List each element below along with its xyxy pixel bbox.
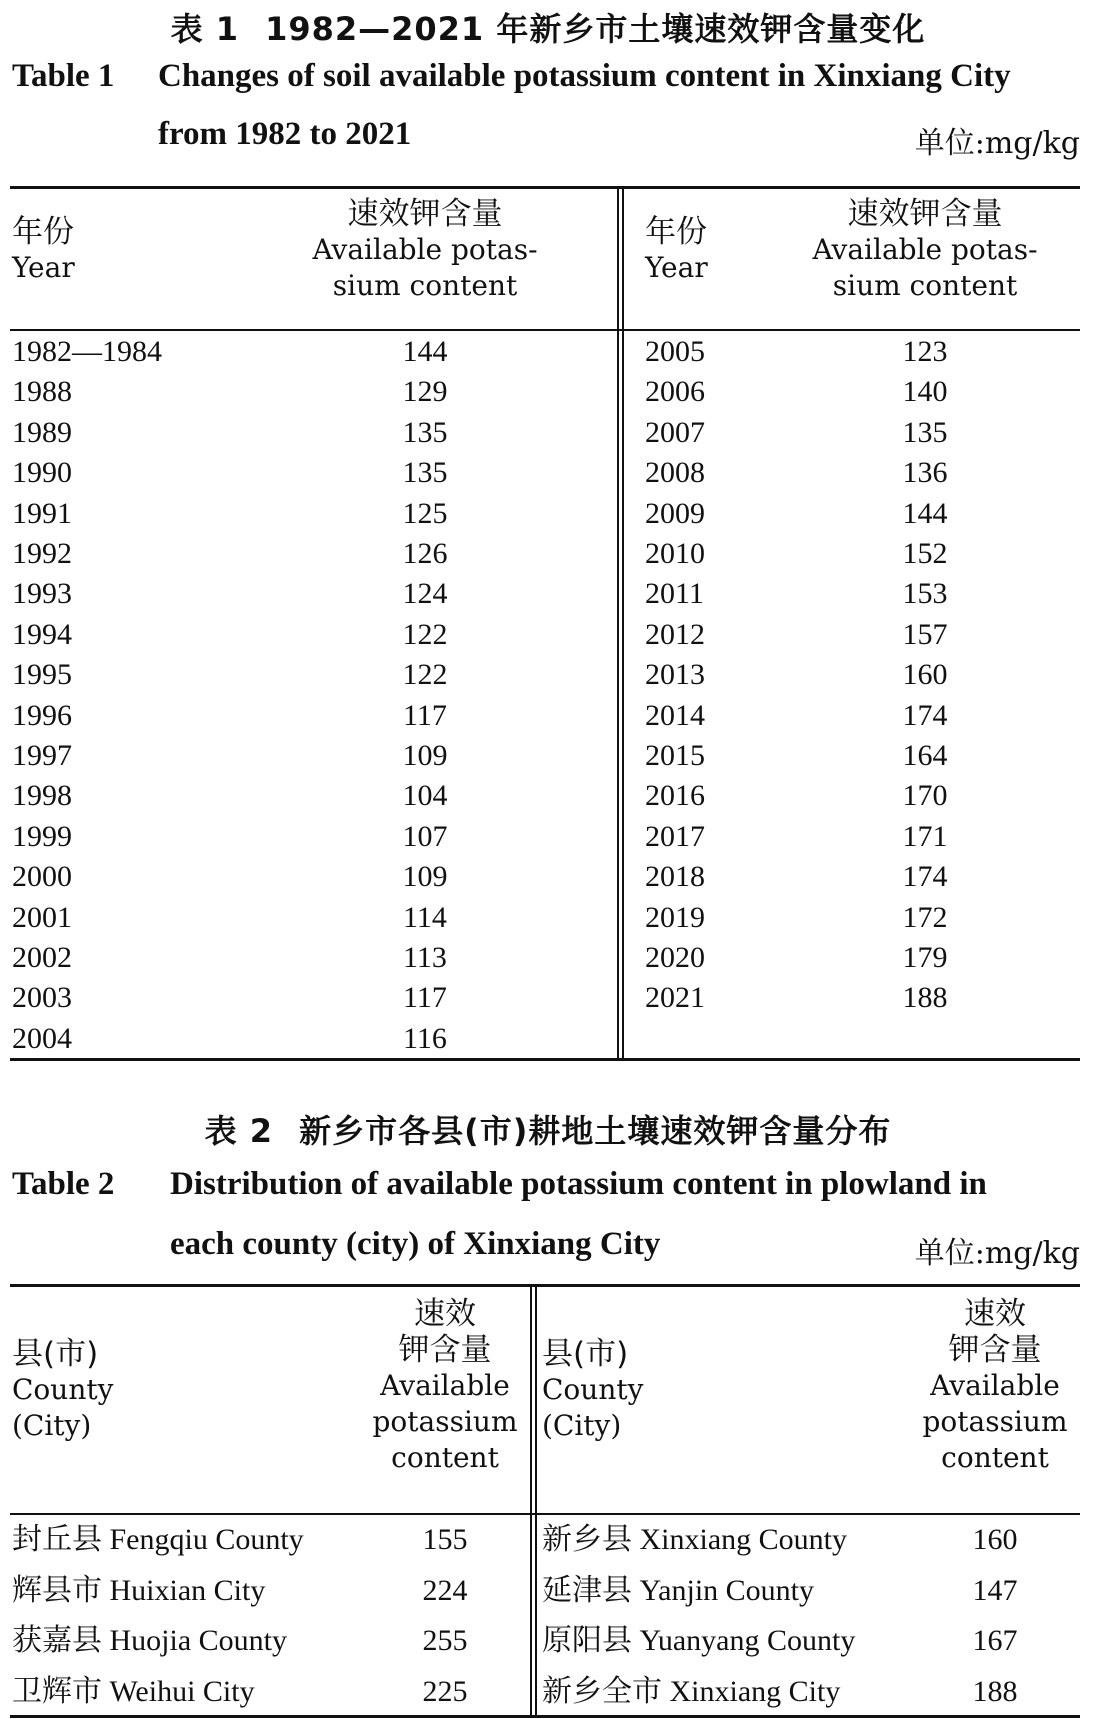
table1-value-cell: 188 (902, 981, 948, 1015)
table1-year-cell: 1994 (12, 617, 72, 651)
table2-county-name-en: Yuanyang County (639, 1624, 856, 1657)
table1-value-cell: 122 (402, 658, 448, 692)
table1-year-cell: 2005 (645, 335, 705, 368)
table2-county-cell (12, 1672, 255, 1712)
table2-value-cell: 167 (972, 1624, 1018, 1657)
table2-value-cell: 255 (422, 1624, 468, 1657)
table1-year-cell: 2018 (645, 860, 705, 894)
table1-year-cell: 1988 (12, 375, 72, 409)
table1-year-cell: 2014 (645, 698, 705, 732)
table1-header-content: 速效钾含量 Available potas- sium content (312, 196, 538, 302)
table1-header-year-right: 年份 Year (645, 214, 708, 284)
table1-value-cell: 117 (403, 698, 447, 732)
table1-year-cell: 2013 (645, 658, 705, 692)
table2-county-cell (542, 1672, 840, 1712)
table1-year-cell: 2006 (645, 375, 705, 409)
table1-value-cell: 109 (402, 739, 448, 772)
table1-label-cn: 表 1 (170, 10, 240, 48)
table1-value-cell: 109 (402, 860, 448, 894)
table1-title-en-line2: from 1982 to 2021 (158, 116, 412, 152)
table1-value-cell: 140 (902, 375, 948, 409)
table1-year-cell: 2007 (645, 415, 705, 449)
table1-year-cell: 2019 (645, 900, 705, 934)
table2-county-cell (542, 1571, 814, 1611)
table1-value-cell: 126 (402, 537, 448, 570)
table2-county-cell (12, 1621, 287, 1661)
table1-year-cell: 1989 (12, 415, 72, 449)
table1-value-cell: 125 (402, 496, 448, 530)
table2-county-name-en: Huixian City (109, 1573, 266, 1607)
table1-value-cell: 114 (403, 900, 447, 934)
table1-year-cell: 1993 (12, 577, 72, 611)
table2-county-name-cn: 卫辉市 (12, 1673, 102, 1709)
table2-county-name-cn: 延津县 (542, 1572, 632, 1608)
table2-county-name-en: Xinxiang County (639, 1523, 847, 1556)
table1-value-cell: 135 (902, 415, 948, 449)
table2-header-content-right: 速效 钾含量 Available potassium content (922, 1296, 1068, 1474)
table1-caption-cn (0, 4, 1096, 50)
table1-top-rule (10, 186, 1080, 189)
table1-year-cell: 2020 (645, 941, 705, 974)
table2-value-cell: 224 (422, 1573, 468, 1607)
table2-county-name-en: Yanjin County (639, 1573, 814, 1607)
table1-value-cell: 116 (403, 1021, 447, 1055)
table1-value-cell: 170 (902, 779, 948, 813)
table2-county-name-cn: 获嘉县 (12, 1623, 102, 1658)
table2-caption-cn (0, 1106, 1096, 1152)
table2-county-name-cn: 封丘县 (12, 1522, 102, 1557)
table1-title-cn: 1982—2021 年新乡市土壤速效钾含量变化 (265, 10, 926, 48)
table2-label-cn: 表 2 (204, 1112, 274, 1150)
table1-value-cell: 135 (402, 415, 448, 449)
table2-county-cell (12, 1520, 304, 1560)
table2-county-name-en: Huojia County (109, 1624, 287, 1657)
table1-value-cell: 122 (402, 617, 448, 651)
table1-year-cell: 1995 (12, 658, 72, 692)
table1-value-cell: 144 (902, 496, 948, 530)
table1-value-cell: 153 (902, 577, 948, 611)
table1-year-cell: 2015 (645, 739, 705, 772)
table1-value-cell: 107 (402, 819, 448, 853)
table2-value-cell: 188 (972, 1674, 1018, 1708)
table1-value-cell: 117 (403, 981, 447, 1015)
table1-year-cell: 2016 (645, 779, 705, 813)
table1-title-en-line1: Changes of soil available potassium content in Xinxiang City (158, 58, 1011, 94)
table1-year-cell: 2002 (12, 941, 72, 974)
table1-label-en: Table 1 (12, 58, 115, 94)
table1-year-cell: 2003 (12, 981, 72, 1015)
table1-header-rule (10, 329, 1080, 331)
table1-value-cell: 123 (902, 335, 948, 368)
table1-year-cell: 1996 (12, 698, 72, 732)
table1-value-cell: 171 (902, 819, 948, 853)
table1-year-cell: 1998 (12, 779, 72, 813)
table1-value-cell: 113 (403, 941, 447, 974)
table1-year-cell: 2009 (645, 496, 705, 530)
table1-value-cell: 179 (902, 941, 948, 974)
table1-year-cell: 2008 (645, 456, 705, 490)
table2-title-en-line1: Distribution of available potassium content in plowland in (170, 1166, 987, 1202)
table2-label-en: Table 2 (12, 1166, 115, 1202)
table2-header-content: 速效 钾含量 Available potassium content (372, 1296, 518, 1474)
table2-value-cell: 160 (972, 1523, 1018, 1556)
table1-year-cell: 1982—1984 (12, 335, 162, 368)
table2-title-en-line2: each county (city) of Xinxiang City (170, 1226, 661, 1262)
table1-bottom-rule (10, 1058, 1080, 1061)
table1-value-cell: 172 (902, 900, 948, 934)
table2-title-cn: 新乡市各县(市)耕地土壤速效钾含量分布 (299, 1112, 892, 1150)
table1-unit: 单位:mg/kg (914, 126, 1080, 161)
table2-header-county: 县(市) County (City) (12, 1336, 114, 1442)
table2-county-cell (542, 1621, 855, 1661)
table1-year-cell: 1990 (12, 456, 72, 490)
table1-year-cell: 1999 (12, 819, 72, 853)
table1-value-cell: 160 (902, 658, 948, 692)
table1-year-cell: 2000 (12, 860, 72, 894)
table1-header-content-right: 速效钾含量 Available potas- sium content (812, 196, 1038, 302)
table2-column-divider (530, 1286, 537, 1715)
table1-year-cell: 2012 (645, 617, 705, 651)
table1-value-cell: 164 (902, 739, 948, 772)
table1-value-cell: 174 (902, 860, 948, 894)
table2-county-cell (12, 1571, 265, 1611)
table2-value-cell: 147 (972, 1573, 1018, 1607)
table1-year-cell: 2010 (645, 537, 705, 570)
table2-bottom-rule (10, 1715, 1080, 1718)
table2-unit: 单位:mg/kg (914, 1236, 1080, 1271)
table2-county-name-cn: 新乡县 (542, 1522, 632, 1557)
table1-year-cell: 2004 (12, 1021, 72, 1055)
table2-value-cell: 155 (422, 1523, 468, 1556)
table2-county-name-cn: 原阳县 (542, 1623, 632, 1658)
table1-value-cell: 129 (402, 375, 448, 409)
table2-county-name-en: Weihui City (109, 1674, 255, 1708)
table1-value-cell: 124 (402, 577, 448, 611)
table1-value-cell: 144 (402, 335, 448, 368)
table2-county-name-cn: 辉县市 (12, 1572, 102, 1608)
table1-value-cell: 136 (902, 456, 948, 490)
table1-year-cell: 2017 (645, 819, 705, 853)
table1-value-cell: 104 (402, 779, 448, 813)
table1-year-cell: 2001 (12, 900, 72, 934)
table1-year-cell: 2011 (645, 577, 704, 611)
table1-header-year: 年份 Year (12, 214, 75, 284)
table2-county-name-cn: 新乡全市 (542, 1673, 662, 1709)
table2-county-cell (542, 1520, 847, 1560)
table2-county-name-en: Xinxiang City (669, 1674, 841, 1708)
table1-year-cell: 1997 (12, 739, 72, 772)
table2-header-county-right: 县(市) County (City) (542, 1336, 644, 1442)
table2-top-rule (10, 1284, 1080, 1287)
table2-county-name-en: Fengqiu County (109, 1523, 304, 1556)
table2-value-cell: 225 (422, 1674, 468, 1708)
table1-year-cell: 1992 (12, 537, 72, 570)
table1-value-cell: 174 (902, 698, 948, 732)
table2-header-rule (10, 1513, 1080, 1515)
table1-year-cell: 1991 (12, 496, 72, 530)
table1-year-cell: 2021 (645, 981, 705, 1015)
table1-column-divider (617, 188, 624, 1058)
table1-value-cell: 135 (402, 456, 448, 490)
table1-value-cell: 152 (902, 537, 948, 570)
table1-value-cell: 157 (902, 617, 948, 651)
